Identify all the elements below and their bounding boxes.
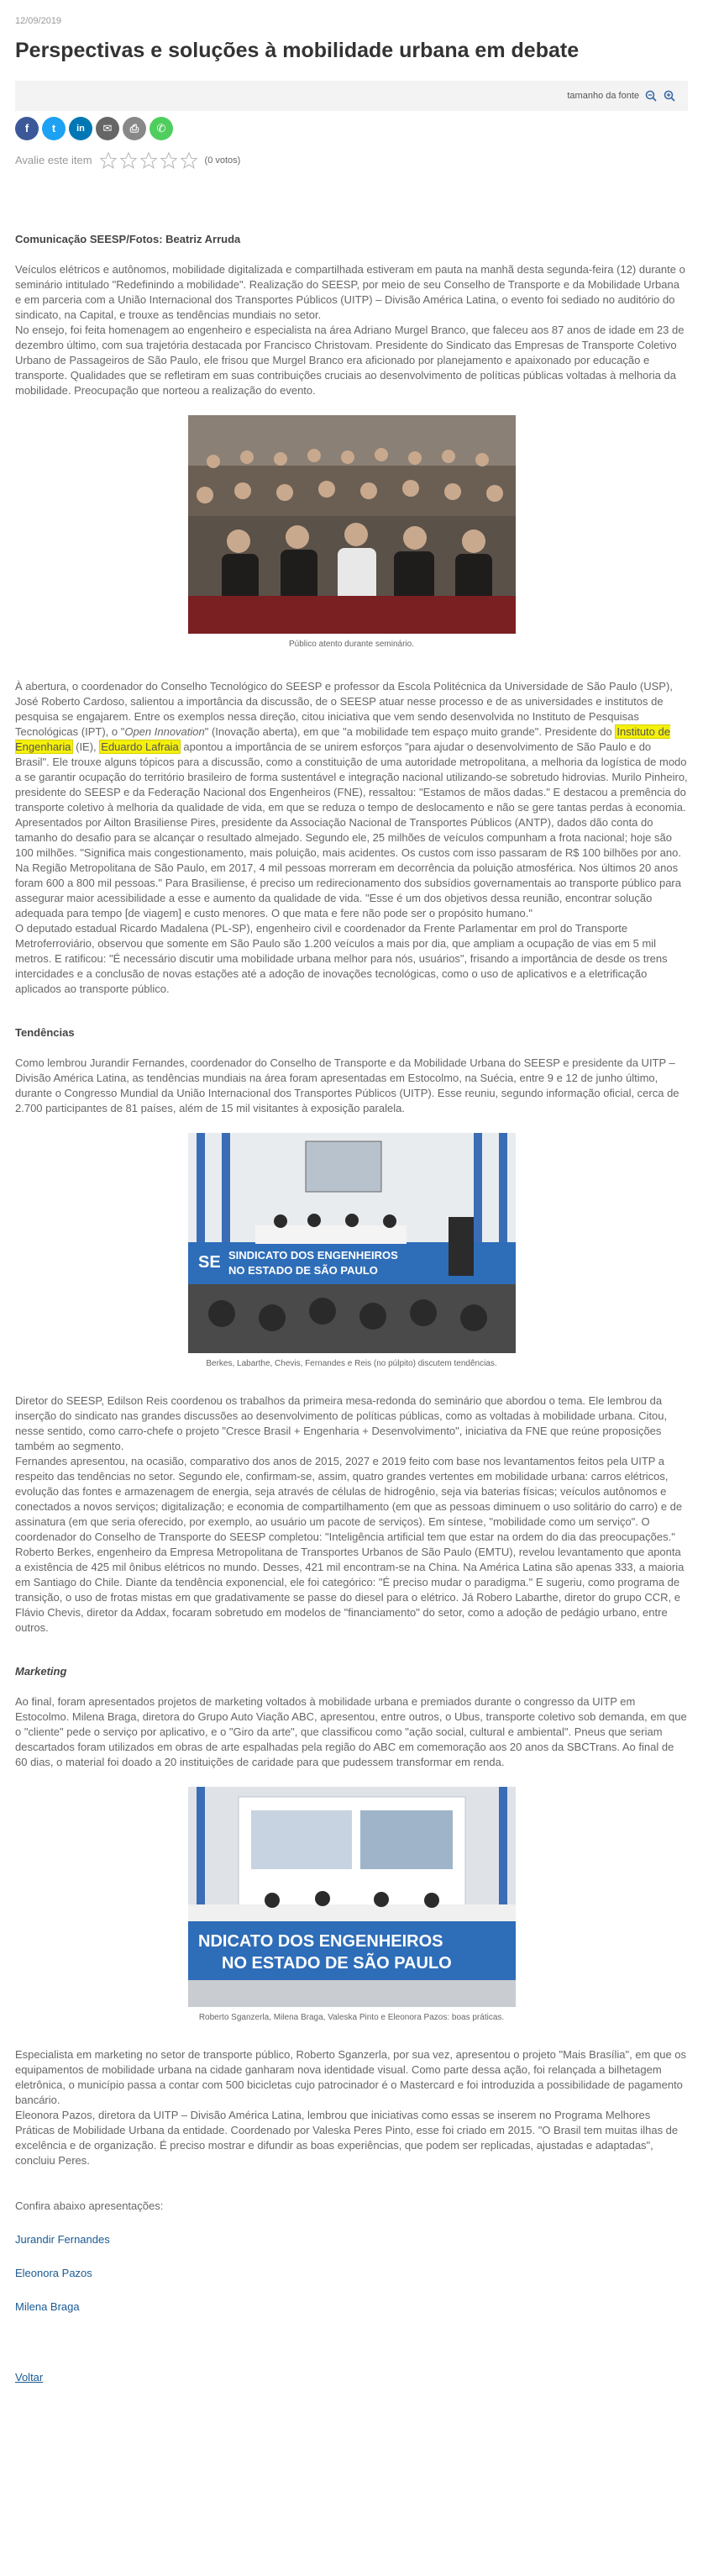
paragraph: No ensejo, foi feita homenagem ao engenheiro e especialista na área Adriano Murgel Branco, que faleceu aos 87 anos de idade em 23 de dezembro último, com sua trajetória destacada por Francisco Christovam. Presidente do Sindicato das Empresas de Transporte Coletivo Urbano de Passageiros de São Paulo, ele frisou que Murgel Branco era aficionado por planejamento e apaixonado por educação e transporte. Qualidades que se refletiram em suas contribuições cruciais ao desenvolvimento de políticas públicas voltadas à melhoria da mobilidade. Preocupação que norteou a realização do evento. bbox=[15, 324, 685, 397]
zoom-out-icon[interactable] bbox=[644, 89, 658, 103]
facebook-share-button[interactable]: f bbox=[15, 117, 39, 140]
banner-line-2: NO ESTADO DE SÃO PAULO bbox=[228, 1264, 378, 1277]
page-title: Perspectivas e soluções à mobilidade urbana em debate bbox=[15, 39, 580, 62]
share-bar bbox=[15, 116, 688, 141]
rating-widget bbox=[15, 150, 688, 171]
paragraph: Eleonora Pazos, diretora da UITP – Divisão América Latina, lembrou que iniciativas como essas se inserem no Programa Melhores Práticas de Mobilidade Urbana da entidade. Coordenado por Valeska Peres Pinto, esse foi criado em 2015. "O Brasil tem muitas ilhas de excelência e de organização. É preciso mostrar e difundir as boas experiências, que podem ser replicadas, ajustadas e adaptadas", concluiu Peres. bbox=[15, 2109, 679, 2167]
section-heading-tendencias: Tendências bbox=[15, 1026, 75, 1039]
paragraph: À abertura, o coordenador do Conselho Tecnológico do SEESP e professor da Escola Politécnica da Universidade de São Paulo (USP), José Roberto Cardoso, salientou a importância da discussão, de o SEESP atuar nesse processo e de as universidades e institutos de pesquisa se engajarem. Entre os exemplos nessa direção, citou iniciativa que vem sendo desenvolvida no Instituto de Pesquisas Tecnológicas (IPT), o "Open Innovation" (Inovação aberta), em que "a mobilidade tem espaço muito grande". Presidente do Instituto de Engenharia (IE), Eduardo Lafraia apontou a importância de se unirem esforços "para ajudar o desenvolvimento de São Paulo e do Brasil". Ele trouxe alguns tópicos para a discussão, como a constituição de uma autoridade metropolitana, a melhoria da logística de modo a se garantir ocupação do território brasileiro de forma sustentável e integração nacional utilizando-se sobretudo hidrovias. Murilo Pinheiro, presidente do SEESP e da Federação Nacional dos Engenheiros (FNE), ressaltou: "Estamos de mãos dadas." E destacou a premência do transporte coletivo à melhoria da qualidade de vida, em que se reduza o tempo de deslocamento e não se gere tantas perdas à economia. bbox=[15, 680, 688, 814]
marketing-photo bbox=[188, 1787, 516, 2007]
presentation-links bbox=[15, 2232, 688, 2315]
font-size-label: tamanho da fonte bbox=[567, 91, 639, 101]
paragraph: Roberto Berkes, engenheiro da Empresa Metropolitana de Transportes Urbanos de São Paulo (EMTU), revelou levantamento que aponta a existência de 425 mil ônibus elétricos no mundo. Desses, 421 mil encontram-se na China. Na América Latina são apenas 333, a maioria em Santiago do Chile. Diante da tendência exponencial, ele foi categórico: "É preciso mudar o paradigma." E sugeriu, como programa de transição, o uso de frotas mistas em que gradativamente se passe do diesel para o elétrico. Já Robero Labarthe, diretor do grupo CCR, e Flávio Chevis, diretor da Addax, focaram sobretudo em modelos de "financiamento" do setor, como a adoção de pedágio urbano, entre outros. bbox=[15, 1546, 685, 1634]
print-share-button[interactable]: ⎙ bbox=[123, 117, 146, 140]
email-share-button[interactable]: ✉ bbox=[96, 117, 119, 140]
paragraph: Ao final, foram apresentados projetos de marketing voltados à mobilidade urbana e premiados durante o congresso da UITP em Estocolmo. Milena Braga, diretora do Grupo Auto Viação ABC, apresentou, entre outros, o Ubus, transporte coletivo sob demanda, em que o "cliente" pede o serviço por aplicativo, e o "Giro da arte", que classificou como "ação social, cultural e ambiental". Pneus que seriam descartados foram utilizados em obras de arte espalhadas pela região do ABC em comemoração aos 20 anos da SBCTrans. Ao final de 60 dias, o material foi doado a 20 instituições de caridade para que pudessem transformar em renda. bbox=[15, 1695, 687, 1768]
link-milena-braga[interactable]: Milena Braga bbox=[15, 2300, 80, 2313]
star-icon[interactable] bbox=[160, 151, 178, 170]
highlight-instituto: Instituto de Engenharia bbox=[15, 725, 670, 753]
banner-line-2: NO ESTADO DE SÃO PAULO bbox=[221, 1954, 452, 1973]
rating-stars bbox=[99, 151, 198, 170]
paragraph: Especialista em marketing no setor de transporte público, Roberto Sganzerla, por sua vez, apresentou o projeto "Mais Brasília", em que os equipamentos de mobilidade urbana na cidade ganharam nova identidade visual. Como parte dessa ação, foi relançada a bilhetagem eletrônica, o município passa a contar com 500 bicicletas cujo patrocinador é o Mastercard e foi introduzida a possibilidade de pagamento bancário. bbox=[15, 2048, 687, 2106]
paragraph: O deputado estadual Ricardo Madalena (PL-SP), engenheiro civil e coordenador da Frente Parlamentar em prol do Transporte Metroferroviário, observou que somente em São Paulo são 1.200 veículos a mais por dia, que ampliam a ocupação de vias em 5 mil metros. E ratificou: "É necessário discutir uma mobilidade urbana melhor para nós, usuários", frisando a importância de desde os trens intercidades e a conclusão de novas estações até a adoção de inovações tecnológicas, como o uso de aplicativos e a eletrificação aplicados ao transporte público. bbox=[15, 922, 668, 995]
link-eleonora-pazos[interactable]: Eleonora Pazos bbox=[15, 2267, 92, 2279]
star-icon[interactable] bbox=[139, 151, 158, 170]
highlight-lafraia: Eduardo Lafraia bbox=[101, 740, 179, 753]
star-icon[interactable] bbox=[99, 151, 118, 170]
figure-caption: Berkes, Labarthe, Chevis, Fernandes e Reis (no púlpito) discutem tendências. bbox=[206, 1359, 497, 1368]
presentations-intro: Confira abaixo apresentações: bbox=[15, 2199, 164, 2212]
panel-photo bbox=[188, 1133, 516, 1353]
section-heading-marketing: Marketing bbox=[15, 1665, 67, 1678]
figure-caption: Roberto Sganzerla, Milena Braga, Valeska Pinto e Eleonora Pazos: boas práticas. bbox=[198, 2013, 505, 2022]
zoom-in-icon[interactable] bbox=[663, 89, 676, 103]
figure-marketing bbox=[15, 1787, 688, 2024]
banner-line-1: SINDICATO DOS ENGENHEIROS bbox=[228, 1249, 398, 1262]
back-link[interactable]: Voltar bbox=[15, 2371, 44, 2384]
figure-audience bbox=[15, 415, 688, 651]
photo-credit: Comunicação SEESP/Fotos: Beatriz Arruda bbox=[15, 233, 241, 245]
rating-label: Avalie este item bbox=[15, 154, 92, 166]
whatsapp-share-button[interactable]: ✆ bbox=[150, 117, 173, 140]
paragraph: Diretor do SEESP, Edilson Reis coordenou os trabalhos da primeira mesa-redonda do seminário que abordou o tema. Ele lembrou da inserção do sindicato nas grandes discussões ao desenvolvimento de políticas públicas, como as voltadas à mobilidade urbana. Citou, nesse sentido, como carro-chefe o projeto "Cresce Brasil + Engenharia + Desenvolvimento", iniciativa da FNE que reúne proposições também ao segmento. bbox=[15, 1394, 668, 1452]
figure-caption: Público atento durante seminário. bbox=[289, 640, 414, 649]
star-icon[interactable] bbox=[180, 151, 198, 170]
linkedin-share-button[interactable]: in bbox=[69, 117, 92, 140]
paragraph: Veículos elétricos e autônomos, mobilidade digitalizada e compartilhada estiveram em pauta na manhã desta segunda-feira (12) durante o seminário intitulado "Redefinindo a mobilidade". Realização do SEESP, por meio de seu Conselho de Transporte e da Mobilidade Urbana e em parceria com a União Internacional dos Transportes Públicos (UITP) – Divisão América Latina, o evento foi sediado no auditório do sindicato, na Capital, e trouxe as tendências mundiais no setor. bbox=[15, 263, 685, 321]
audience-photo bbox=[188, 415, 516, 634]
star-icon[interactable] bbox=[119, 151, 138, 170]
banner-line-1: NDICATO DOS ENGENHEIROS bbox=[197, 1932, 443, 1951]
paragraph: Fernandes apresentou, na ocasião, comparativo dos anos de 2015, 2027 e 2019 feito com base nos levantamentos feitos pela UITP a respeito das tendências no setor. Segundo ele, confirmam-se, assim, quatro grandes vertentes em mobilidade urbana: carros elétricos, evolução das fontes e armazenagem de energia, seja através de células de hidrogênio, seja via baterias físicas; veículos autônomos e conectados a novos serviços; digitalização; e economia de compartilhamento (em que as pessoas diminuem o uso solitário do carro) e de assinatura (em que seria oferecido, por exemplo, ao usuário um pacote de serviços). Em síntese, "mobilidade como um serviço". O coordenador do Conselho de Transporte do SEESP completou: "Inteligência artificial tem que estar na ordem do dia das preocupações." bbox=[15, 1455, 683, 1543]
link-jurandir-fernandes[interactable]: Jurandir Fernandes bbox=[15, 2233, 110, 2246]
paragraph: Apresentados por Ailton Brasiliense Pires, presidente da Associação Nacional de Transportes Públicos (ANTP), dados dão conta do tamanho do desafio para se alcançar o resultado almejado. Segundo ele, 25 milhões de veículos compunham a frota nacional; hoje são 100 milhões. "Significa mais congestionamento, mais poluição, mais acidentes. Os custos com isso passaram de R$ 100 bilhões por ano. Na Região Metropolitana de São Paulo, em 2017, 4 mil pessoas morreram em decorrência da poluição atmosférica. Nos últimos 20 anos foram 600 a 800 mil pessoas." Para Brasiliense, é preciso um redirecionamento dos subsídios governamentais ao transporte público para assegurar maior acessibilidade a esse e aumento da qualidade de vida. "Esse é um dos objetivos dessa reunião, encontrar solução adequada para tempo [de viagem] e custo menores. O que mata e fere não pode ser o propósito humano." bbox=[15, 816, 681, 919]
font-size-toolbar bbox=[15, 81, 688, 111]
publish-date: 12/09/2019 bbox=[15, 16, 62, 26]
vote-count: (0 votos) bbox=[204, 155, 241, 166]
twitter-share-button[interactable]: t bbox=[42, 117, 66, 140]
banner-logo: SE bbox=[197, 1253, 221, 1272]
paragraph: Como lembrou Jurandir Fernandes, coordenador do Conselho de Transporte e da Mobilidade Urbana do SEESP e presidente da UITP – Divisão América Latina, as tendências mundiais na área foram apresentadas em Estocolmo, na Suécia, entre 9 e 12 de junho último, durante o Congresso Mundial da União Internacional dos Transportes Públicos (UITP). Esse reuniu, segundo informação oficial, cerca de 2.700 participantes de 81 países, além de 15 mil visitantes à exposição paralela. bbox=[15, 1056, 679, 1114]
figure-panel bbox=[15, 1133, 688, 1370]
